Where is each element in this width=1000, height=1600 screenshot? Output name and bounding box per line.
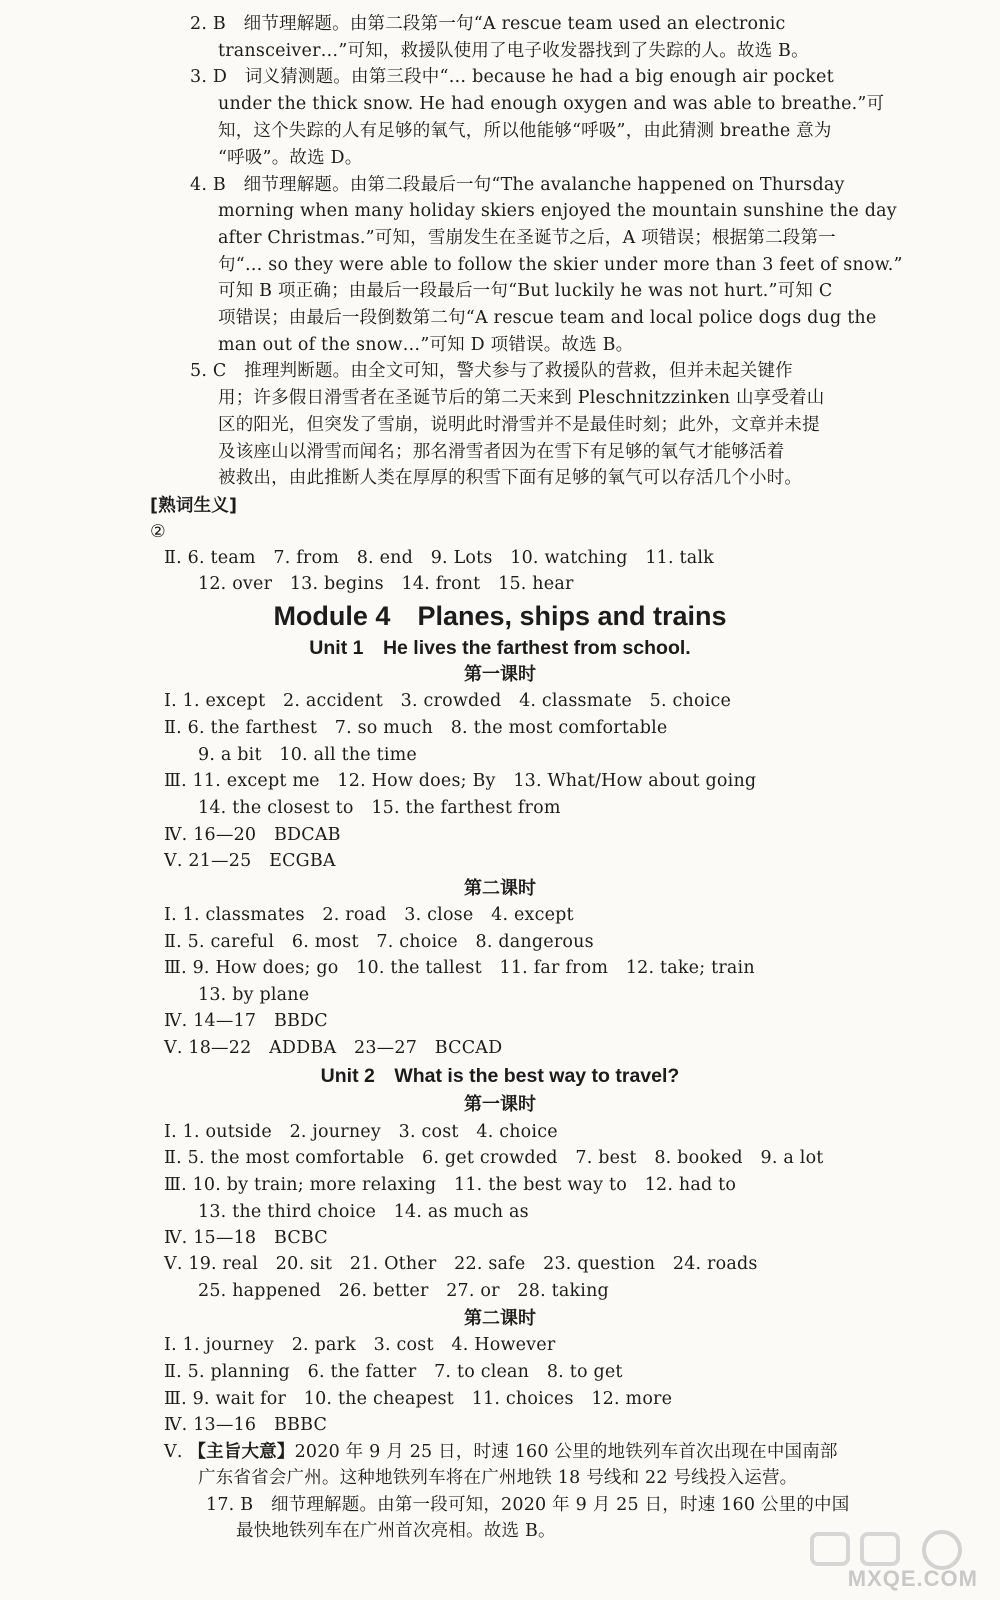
circle-number: ② (150, 522, 166, 542)
answer-line: Ⅱ. 5. the most comfortable 6. get crowded 7. best 8. booked 9. a lot (164, 1148, 824, 1168)
lesson-heading: 第一课时 (464, 664, 536, 685)
answer-line: 13. by plane (198, 985, 310, 1005)
answer-explanation: 17. B 细节理解题。由第一段可知，2020 年 9 月 25 日，时速 160 公里的中国 (206, 1495, 850, 1515)
text-line: morning when many holiday skiers enjoyed the mountain sunshine the day (218, 201, 897, 221)
answer-line: Ⅲ. 9. wait for 10. the cheapest 11. choices 12. more (164, 1389, 673, 1409)
answer-line: Ⅰ. 1. journey 2. park 3. cost 4. However (164, 1335, 556, 1355)
text-line: 区的阳光，但突发了雪崩，说明此时滑雪并不是最佳时刻；此外，文章并未提 (218, 415, 820, 435)
answer-line: Ⅰ. 1. except 2. accident 3. crowded 4. classmate 5. choice (164, 691, 732, 711)
text-line: 4. B 细节理解题。由第二段最后一句“The avalanche happened on Thursday (190, 175, 845, 195)
answer-line: 13. the third choice 14. as much as (198, 1202, 529, 1222)
text-line: “呼吸”。故选 D。 (218, 148, 363, 168)
answer-line: Ⅰ. 1. classmates 2. road 3. close 4. except (164, 905, 574, 925)
lesson-heading: 第二课时 (464, 878, 536, 899)
vocab-heading: [熟词生义] (150, 496, 238, 516)
answer-line: Ⅱ. 5. careful 6. most 7. choice 8. dangerous (164, 932, 594, 952)
answer-explanation: 最快地铁列车在广州首次亮相。故选 B。 (236, 1521, 556, 1541)
module-title: Module 4 Planes, ships and trains (273, 601, 727, 631)
answer-line: Ⅱ. 6. the farthest 7. so much 8. the most comfortable (164, 718, 668, 738)
answer-line: 9. a bit 10. all the time (198, 745, 417, 765)
answer-line: Ⅱ. 6. team 7. from 8. end 9. Lots 10. watching 11. talk (164, 548, 714, 568)
text-line: man out of the snow…”可知 D 项错误。故选 B。 (218, 335, 634, 355)
main-idea-text: 2020 年 9 月 25 日，时速 160 公里的地铁列车首次出现在中国南部 (294, 1442, 838, 1462)
text-line: 用；许多假日滑雪者在圣诞节后的第二天来到 Pleschnitzzinken 山享受着山 (218, 388, 825, 408)
text-line: 被救出，由此推断人类在厚厚的积雪下面有足够的氧气可以存活几个小时。 (218, 468, 803, 488)
answer-line: Ⅳ. 13—16 BBBC (164, 1415, 328, 1435)
text-line: 3. D 词义猜测题。由第三段中“… because he had a big enough air pocket (190, 67, 834, 87)
unit-title: Unit 1 He lives the farthest from school. (309, 637, 691, 659)
main-idea-tag: 【主旨大意】 (188, 1442, 295, 1462)
answer-line: Ⅴ. 21—25 ECGBA (164, 851, 336, 871)
answer-line: 14. the closest to 15. the farthest from (198, 798, 561, 818)
watermark-text: MXQE.COM (847, 1566, 978, 1591)
lesson-heading: 第二课时 (464, 1308, 536, 1329)
unit-title: Unit 2 What is the best way to travel? (320, 1065, 680, 1087)
text-line: 5. C 推理判断题。由全文可知，警犬参与了救援队的营救，但并未起关键作 (190, 361, 793, 381)
answer-line: Ⅰ. 1. outside 2. journey 3. cost 4. choice (164, 1122, 558, 1142)
text-line: 项错误；由最后一段倒数第二句“A rescue team and local police dogs dug the (218, 308, 877, 328)
text-line: 句“… so they were able to follow the skier under more than 3 feet of snow.” (218, 255, 903, 275)
main-idea-line: 广东省省会广州。这种地铁列车将在广州地铁 18 号线和 22 号线投入运营。 (198, 1468, 798, 1488)
answer-line: Ⅲ. 9. How does; go 10. the tallest 11. far from 12. take; train (164, 958, 755, 978)
answer-line: Ⅲ. 11. except me 12. How does; By 13. What/How about going (164, 771, 757, 791)
answer-line: Ⅳ. 14—17 BBDC (164, 1011, 328, 1031)
text-line: 2. B 细节理解题。由第二段第一句“A rescue team used an electronic (190, 14, 786, 34)
answer-line: Ⅲ. 10. by train; more relaxing 11. the best way to 12. had to (164, 1175, 737, 1195)
answer-line: 12. over 13. begins 14. front 15. hear (198, 574, 574, 594)
answer-line: Ⅱ. 5. planning 6. the fatter 7. to clean 8. to get (164, 1362, 623, 1382)
lesson-heading: 第一课时 (464, 1094, 536, 1115)
answer-line: Ⅳ. 15—18 BCBC (164, 1228, 328, 1248)
answer-line: Ⅴ. 18—22 ADDBA 23—27 BCCAD (164, 1038, 503, 1058)
text-line: under the thick snow. He had enough oxygen and was able to breathe.”可 (218, 94, 885, 114)
text-line: transceiver…”可知，救援队使用了电子收发器找到了失踪的人。故选 B。 (218, 41, 809, 61)
text-line: 知，这个失踪的人有足够的氧气，所以他能够“呼吸”，由此猜测 breathe 意为 (218, 121, 832, 141)
text-line: after Christmas.”可知，雪崩发生在圣诞节之后，A 项错误；根据第二段第一 (218, 228, 836, 248)
text-line: 可知 B 项正确；由最后一段最后一句“But luckily he was not hurt.”可知 C (218, 281, 833, 301)
answer-line: Ⅳ. 16—20 BDCAB (164, 825, 341, 845)
answer-line: Ⅴ. 19. real 20. sit 21. Other 22. safe 23. question 24. roads (164, 1254, 758, 1274)
section-label: Ⅴ. (164, 1442, 189, 1462)
text-line: 及该座山以滑雪而闻名；那名滑雪者因为在雪下有足够的氧气才能够活着 (218, 442, 785, 462)
answer-line: 25. happened 26. better 27. or 28. taking (198, 1281, 609, 1301)
main-idea-line (164, 1439, 838, 1465)
